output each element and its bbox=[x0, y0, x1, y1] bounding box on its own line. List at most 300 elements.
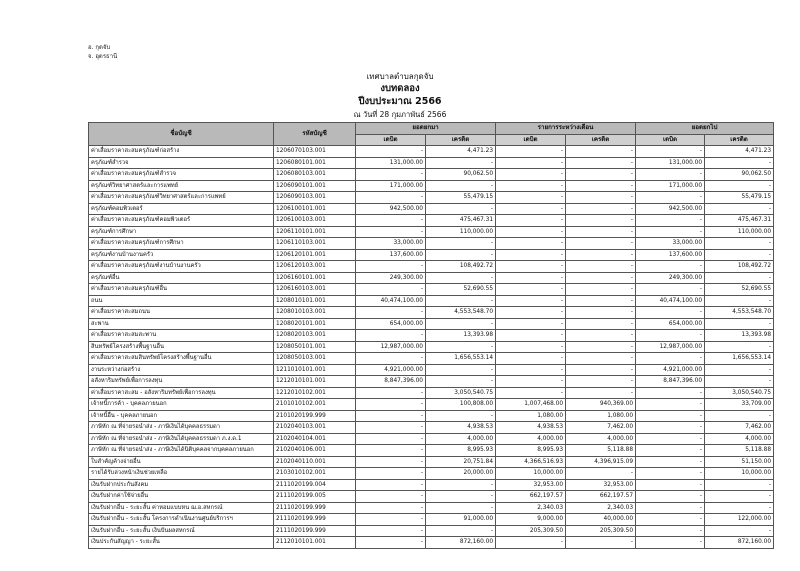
opening-credit-cell: 20,751.84 bbox=[426, 456, 496, 468]
period-credit-cell: 205,309.50 bbox=[566, 525, 636, 537]
table-row bbox=[89, 192, 774, 204]
opening-debit-cell: 12,987,000.00 bbox=[356, 341, 426, 353]
opening-credit-cell: - bbox=[426, 203, 496, 215]
account-name-cell: ค่าเสื่อมราคาสะสมครุภัณฑ์งานบ้านงานครัว bbox=[89, 261, 274, 273]
period-debit-cell: 662,197.57 bbox=[496, 491, 566, 503]
closing-debit-cell: - bbox=[636, 537, 705, 549]
closing-debit-cell: - bbox=[636, 433, 705, 445]
opening-credit-cell: - bbox=[426, 238, 496, 250]
header-period-debit: เดบิต bbox=[496, 134, 566, 146]
closing-debit-cell: - bbox=[636, 307, 705, 319]
account-name-cell: ครุภัณฑ์วิทยาศาสตร์และการแพทย์ bbox=[89, 180, 274, 192]
closing-credit-cell: 122,000.00 bbox=[705, 514, 774, 526]
closing-debit-cell: 8,847,396.00 bbox=[636, 376, 705, 388]
account-code-cell: 2103010102.001 bbox=[274, 468, 356, 480]
table-row bbox=[89, 261, 774, 273]
table-row bbox=[89, 226, 774, 238]
period-credit-cell: - bbox=[566, 307, 636, 319]
header-period-credit: เครดิต bbox=[566, 134, 636, 146]
period-credit-cell: - bbox=[566, 318, 636, 330]
header-account-code: รหัสบัญชี bbox=[274, 123, 356, 146]
period-credit-cell: - bbox=[566, 157, 636, 169]
opening-debit-cell: - bbox=[356, 491, 426, 503]
account-name-cell: สินทรัพย์โครงสร้างพื้นฐานอื่น bbox=[89, 341, 274, 353]
table-row bbox=[89, 295, 774, 307]
period-debit-cell: - bbox=[496, 215, 566, 227]
closing-credit-cell: - bbox=[705, 238, 774, 250]
closing-debit-cell: - bbox=[636, 330, 705, 342]
district-note: อ. กุดจับ bbox=[88, 44, 111, 51]
opening-debit-cell: 654,000.00 bbox=[356, 318, 426, 330]
period-debit-cell: - bbox=[496, 364, 566, 376]
period-credit-cell: - bbox=[566, 468, 636, 480]
closing-credit-cell: - bbox=[705, 249, 774, 261]
table-row bbox=[89, 399, 774, 411]
table-row bbox=[89, 479, 774, 491]
table-row bbox=[89, 445, 774, 457]
table-row bbox=[89, 215, 774, 227]
period-credit-cell: 32,953.00 bbox=[566, 479, 636, 491]
opening-credit-cell: 4,938.53 bbox=[426, 422, 496, 434]
opening-credit-cell: - bbox=[426, 364, 496, 376]
account-name-cell: ค่าเสื่อมราคาสะสมสินทรัพย์โครงสร้างพื้นฐานอื่น bbox=[89, 353, 274, 365]
account-name-cell: เจ้าหนี้การค้า - บุคคลภายนอก bbox=[89, 399, 274, 411]
period-credit-cell: 940,369.00 bbox=[566, 399, 636, 411]
account-name-cell: สะพาน bbox=[89, 318, 274, 330]
period-credit-cell: 4,000.00 bbox=[566, 433, 636, 445]
period-credit-cell: - bbox=[566, 226, 636, 238]
period-debit-cell: 4,938.53 bbox=[496, 422, 566, 434]
closing-credit-cell: 51,150.00 bbox=[705, 456, 774, 468]
account-name-cell: งานระหว่างก่อสร้าง bbox=[89, 364, 274, 376]
period-credit-cell: - bbox=[566, 330, 636, 342]
opening-debit-cell: - bbox=[356, 502, 426, 514]
opening-credit-cell: 8,995.93 bbox=[426, 445, 496, 457]
account-code-cell: 2111020199.999 bbox=[274, 525, 356, 537]
period-debit-cell: - bbox=[496, 249, 566, 261]
period-credit-cell: - bbox=[566, 341, 636, 353]
table-row bbox=[89, 146, 774, 158]
opening-credit-cell: - bbox=[426, 502, 496, 514]
opening-credit-cell: - bbox=[426, 295, 496, 307]
table-row bbox=[89, 307, 774, 319]
header-account-name: ชื่อบัญชี bbox=[89, 123, 274, 146]
period-debit-cell: - bbox=[496, 330, 566, 342]
period-debit-cell: - bbox=[496, 261, 566, 273]
closing-credit-cell: - bbox=[705, 272, 774, 284]
opening-debit-cell: 249,300.00 bbox=[356, 272, 426, 284]
opening-credit-cell: 90,062.50 bbox=[426, 169, 496, 181]
header-closing-balance: ยอดยกไป bbox=[636, 123, 774, 135]
closing-credit-cell: 55,479.15 bbox=[705, 192, 774, 204]
period-debit-cell: - bbox=[496, 203, 566, 215]
table-row bbox=[89, 284, 774, 296]
account-code-cell: 1206160101.001 bbox=[274, 272, 356, 284]
account-code-cell: 1206100103.001 bbox=[274, 215, 356, 227]
table-row bbox=[89, 433, 774, 445]
table-row bbox=[89, 238, 774, 250]
period-debit-cell: 9,000.00 bbox=[496, 514, 566, 526]
closing-credit-cell: 4,000.00 bbox=[705, 433, 774, 445]
closing-credit-cell: 108,492.72 bbox=[705, 261, 774, 273]
period-debit-cell: - bbox=[496, 307, 566, 319]
account-code-cell: 1208050103.001 bbox=[274, 353, 356, 365]
period-credit-cell: 40,000.00 bbox=[566, 514, 636, 526]
opening-debit-cell: - bbox=[356, 456, 426, 468]
period-debit-cell: 4,000.00 bbox=[496, 433, 566, 445]
opening-debit-cell: - bbox=[356, 479, 426, 491]
closing-debit-cell: 40,474,100.00 bbox=[636, 295, 705, 307]
table-row bbox=[89, 514, 774, 526]
opening-credit-cell: - bbox=[426, 318, 496, 330]
opening-debit-cell: - bbox=[356, 514, 426, 526]
period-credit-cell: - bbox=[566, 387, 636, 399]
closing-debit-cell: - bbox=[636, 226, 705, 238]
closing-debit-cell: 249,300.00 bbox=[636, 272, 705, 284]
period-debit-cell: - bbox=[496, 157, 566, 169]
opening-credit-cell: 4,471.23 bbox=[426, 146, 496, 158]
closing-debit-cell: - bbox=[636, 261, 705, 273]
opening-credit-cell: - bbox=[426, 157, 496, 169]
opening-debit-cell: - bbox=[356, 468, 426, 480]
table-row bbox=[89, 422, 774, 434]
period-credit-cell: - bbox=[566, 238, 636, 250]
account-code-cell: 1206080101.001 bbox=[274, 157, 356, 169]
account-name-cell: รายได้รับล่วงหน้าเงินช่วยเหลือ bbox=[89, 468, 274, 480]
closing-credit-cell: 52,690.55 bbox=[705, 284, 774, 296]
opening-debit-cell: - bbox=[356, 169, 426, 181]
closing-debit-cell: - bbox=[636, 445, 705, 457]
table-row bbox=[89, 318, 774, 330]
opening-debit-cell: - bbox=[356, 422, 426, 434]
account-name-cell: ค่าเสื่อมราคาสะสมครุภัณฑ์วิทยาศาสตร์และการแพทย์ bbox=[89, 192, 274, 204]
closing-credit-cell: 33,709.00 bbox=[705, 399, 774, 411]
closing-credit-cell: - bbox=[705, 376, 774, 388]
closing-debit-cell: - bbox=[636, 399, 705, 411]
account-name-cell: ครุภัณฑ์อื่น bbox=[89, 272, 274, 284]
account-code-cell: 1208020103.001 bbox=[274, 330, 356, 342]
period-debit-cell: 32,953.00 bbox=[496, 479, 566, 491]
closing-debit-cell: - bbox=[636, 169, 705, 181]
period-credit-cell: - bbox=[566, 169, 636, 181]
period-credit-cell: - bbox=[566, 295, 636, 307]
period-debit-cell: 1,007,468.00 bbox=[496, 399, 566, 411]
organization-name: เทศบาลตำบลกุดจับ bbox=[366, 72, 434, 81]
period-debit-cell: - bbox=[496, 318, 566, 330]
opening-credit-cell: - bbox=[426, 410, 496, 422]
closing-debit-cell: - bbox=[636, 468, 705, 480]
account-name-cell: ค่าเสื่อมราคาสะสมถนน bbox=[89, 307, 274, 319]
period-debit-cell: - bbox=[496, 146, 566, 158]
period-debit-cell: 205,309.50 bbox=[496, 525, 566, 537]
header-closing-credit: เครดิต bbox=[705, 134, 774, 146]
closing-credit-cell: - bbox=[705, 157, 774, 169]
opening-credit-cell: - bbox=[426, 525, 496, 537]
period-credit-cell: - bbox=[566, 353, 636, 365]
opening-credit-cell: 3,050,540.75 bbox=[426, 387, 496, 399]
period-credit-cell: - bbox=[566, 537, 636, 549]
table-row bbox=[89, 272, 774, 284]
opening-credit-cell: 13,393.98 bbox=[426, 330, 496, 342]
account-code-cell: 1206110101.001 bbox=[274, 226, 356, 238]
opening-debit-cell: - bbox=[356, 433, 426, 445]
period-credit-cell: - bbox=[566, 376, 636, 388]
period-credit-cell: - bbox=[566, 364, 636, 376]
closing-credit-cell: - bbox=[705, 525, 774, 537]
period-debit-cell: - bbox=[496, 353, 566, 365]
account-code-cell: 2111020199.999 bbox=[274, 502, 356, 514]
closing-credit-cell: 10,000.00 bbox=[705, 468, 774, 480]
account-name-cell: ค่าเสื่อมราคาสะสมครุภัณฑ์ก่อสร้าง bbox=[89, 146, 274, 158]
account-name-cell: ภาษีหัก ณ ที่จ่ายรอนำส่ง - ภาษีเงินได้บุคคลธรรมดา ภ.ง.ด.1 bbox=[89, 433, 274, 445]
period-debit-cell: - bbox=[496, 238, 566, 250]
period-credit-cell: - bbox=[566, 146, 636, 158]
closing-debit-cell: 4,921,000.00 bbox=[636, 364, 705, 376]
opening-credit-cell: 872,160.00 bbox=[426, 537, 496, 549]
closing-debit-cell: 137,600.00 bbox=[636, 249, 705, 261]
table-row bbox=[89, 376, 774, 388]
period-debit-cell: 4,366,516.93 bbox=[496, 456, 566, 468]
account-code-cell: 1206090103.001 bbox=[274, 192, 356, 204]
account-code-cell: 1211010101.001 bbox=[274, 364, 356, 376]
opening-debit-cell: - bbox=[356, 307, 426, 319]
closing-debit-cell: - bbox=[636, 456, 705, 468]
opening-debit-cell: - bbox=[356, 387, 426, 399]
closing-credit-cell: 5,118.88 bbox=[705, 445, 774, 457]
closing-credit-cell: - bbox=[705, 502, 774, 514]
opening-debit-cell: 8,847,396.00 bbox=[356, 376, 426, 388]
opening-credit-cell: - bbox=[426, 180, 496, 192]
opening-debit-cell: - bbox=[356, 353, 426, 365]
opening-credit-cell: - bbox=[426, 341, 496, 353]
closing-debit-cell: - bbox=[636, 192, 705, 204]
trial-balance-table bbox=[88, 122, 774, 549]
period-debit-cell: - bbox=[496, 341, 566, 353]
opening-credit-cell: - bbox=[426, 272, 496, 284]
account-code-cell: 1206120101.001 bbox=[274, 249, 356, 261]
account-name-cell: ใบสำคัญค้างจ่ายอื่น bbox=[89, 456, 274, 468]
opening-credit-cell: 55,479.15 bbox=[426, 192, 496, 204]
period-debit-cell: - bbox=[496, 192, 566, 204]
table-row bbox=[89, 468, 774, 480]
closing-credit-cell: 475,467.31 bbox=[705, 215, 774, 227]
period-credit-cell: - bbox=[566, 272, 636, 284]
closing-debit-cell: - bbox=[636, 422, 705, 434]
account-code-cell: 2101020199.999 bbox=[274, 410, 356, 422]
account-code-cell: 1206120103.001 bbox=[274, 261, 356, 273]
opening-debit-cell: 942,500.00 bbox=[356, 203, 426, 215]
closing-debit-cell: - bbox=[636, 146, 705, 158]
opening-credit-cell: - bbox=[426, 249, 496, 261]
closing-credit-cell: 3,050,540.75 bbox=[705, 387, 774, 399]
header-opening-balance: ยอดยกมา bbox=[356, 123, 496, 135]
period-debit-cell: 1,080.00 bbox=[496, 410, 566, 422]
header-closing-debit: เดบิต bbox=[636, 134, 705, 146]
period-credit-cell: - bbox=[566, 249, 636, 261]
closing-credit-cell: 7,462.00 bbox=[705, 422, 774, 434]
account-name-cell: ค่าเสื่อมราคาสะสมสะพาน bbox=[89, 330, 274, 342]
closing-debit-cell: - bbox=[636, 479, 705, 491]
opening-debit-cell: 171,000.00 bbox=[356, 180, 426, 192]
account-name-cell: เงินรับฝากประกันสังคม bbox=[89, 479, 274, 491]
closing-credit-cell: - bbox=[705, 364, 774, 376]
closing-credit-cell: - bbox=[705, 410, 774, 422]
period-credit-cell: - bbox=[566, 180, 636, 192]
opening-credit-cell: 1,656,553.14 bbox=[426, 353, 496, 365]
header-opening-debit: เดบิต bbox=[356, 134, 426, 146]
period-debit-cell: - bbox=[496, 387, 566, 399]
opening-debit-cell: - bbox=[356, 261, 426, 273]
account-name-cell: ครุภัณฑ์การศึกษา bbox=[89, 226, 274, 238]
opening-debit-cell: - bbox=[356, 537, 426, 549]
table-row bbox=[89, 330, 774, 342]
account-code-cell: 2111020199.005 bbox=[274, 491, 356, 503]
closing-debit-cell: - bbox=[636, 284, 705, 296]
as-of-date: ณ วันที่ 28 กุมภาพันธ์ 2566 bbox=[353, 110, 447, 119]
account-code-cell: 2102040104.001 bbox=[274, 433, 356, 445]
closing-debit-cell: - bbox=[636, 491, 705, 503]
account-code-cell: 1206160103.001 bbox=[274, 284, 356, 296]
table-row bbox=[89, 169, 774, 181]
table-row bbox=[89, 502, 774, 514]
account-name-cell: ค่าเสื่อมราคาสะสมครุภัณฑ์คอมพิวเตอร์ bbox=[89, 215, 274, 227]
period-debit-cell: - bbox=[496, 226, 566, 238]
account-name-cell: เงินรับฝากอื่น - ระยะสั้น ค่าหอมแบบหน ฌ.อ.สหกรณ์ bbox=[89, 502, 274, 514]
table-row bbox=[89, 249, 774, 261]
closing-debit-cell: - bbox=[636, 525, 705, 537]
opening-debit-cell: - bbox=[356, 525, 426, 537]
opening-credit-cell: 91,000.00 bbox=[426, 514, 496, 526]
closing-debit-cell: - bbox=[636, 387, 705, 399]
closing-debit-cell: - bbox=[636, 353, 705, 365]
period-debit-cell: - bbox=[496, 376, 566, 388]
period-credit-cell: 2,340.03 bbox=[566, 502, 636, 514]
closing-debit-cell: - bbox=[636, 514, 705, 526]
opening-debit-cell: - bbox=[356, 146, 426, 158]
closing-debit-cell: 131,000.00 bbox=[636, 157, 705, 169]
table-row bbox=[89, 525, 774, 537]
opening-debit-cell: 131,000.00 bbox=[356, 157, 426, 169]
opening-credit-cell: 4,000.00 bbox=[426, 433, 496, 445]
opening-credit-cell: 475,467.31 bbox=[426, 215, 496, 227]
ledger-body bbox=[89, 146, 774, 549]
opening-debit-cell: - bbox=[356, 284, 426, 296]
closing-credit-cell: 90,062.50 bbox=[705, 169, 774, 181]
opening-credit-cell: 4,553,548.70 bbox=[426, 307, 496, 319]
opening-debit-cell: - bbox=[356, 330, 426, 342]
opening-debit-cell: - bbox=[356, 445, 426, 457]
table-row bbox=[89, 491, 774, 503]
period-debit-cell: 8,995.93 bbox=[496, 445, 566, 457]
period-credit-cell: 5,118.88 bbox=[566, 445, 636, 457]
period-debit-cell: - bbox=[496, 272, 566, 284]
period-debit-cell: - bbox=[496, 537, 566, 549]
table-row bbox=[89, 456, 774, 468]
account-name-cell: ภาษีหัก ณ ที่จ่ายรอนำส่ง - ภาษีเงินได้บุคคลธรรมดา bbox=[89, 422, 274, 434]
account-code-cell: 1208020101.001 bbox=[274, 318, 356, 330]
opening-debit-cell: - bbox=[356, 192, 426, 204]
account-code-cell: 1208010103.001 bbox=[274, 307, 356, 319]
account-code-cell: 1206110103.001 bbox=[274, 238, 356, 250]
closing-credit-cell: 872,160.00 bbox=[705, 537, 774, 549]
period-debit-cell: 10,000.00 bbox=[496, 468, 566, 480]
account-code-cell: 1206090101.001 bbox=[274, 180, 356, 192]
closing-credit-cell: - bbox=[705, 491, 774, 503]
header-period-transactions: รายการระหว่างเดือน bbox=[496, 123, 636, 135]
period-credit-cell: - bbox=[566, 203, 636, 215]
account-name-cell: เงินรับฝากอื่น - ระยะสั้น โครงการดำเนินงานศูนย์บริการฯ bbox=[89, 514, 274, 526]
table-row bbox=[89, 537, 774, 549]
account-code-cell: 1206070103.001 bbox=[274, 146, 356, 158]
period-debit-cell: - bbox=[496, 284, 566, 296]
account-code-cell: 2102040106.001 bbox=[274, 445, 356, 457]
closing-credit-cell: - bbox=[705, 203, 774, 215]
account-name-cell: ค่าเสื่อมราคาสะสม - อสังหาริมทรัพย์เพื่อการลงทุน bbox=[89, 387, 274, 399]
province-note: จ. อุดรธานี bbox=[88, 53, 118, 60]
account-code-cell: 2101010102.001 bbox=[274, 399, 356, 411]
account-name-cell: เงินรับฝากค่าใช้จ่ายอื่น bbox=[89, 491, 274, 503]
table-row bbox=[89, 157, 774, 169]
closing-debit-cell: 654,000.00 bbox=[636, 318, 705, 330]
account-name-cell: อสังหาริมทรัพย์เพื่อการลงทุน bbox=[89, 376, 274, 388]
closing-credit-cell: - bbox=[705, 318, 774, 330]
header-opening-credit: เครดิต bbox=[426, 134, 496, 146]
closing-debit-cell: 171,000.00 bbox=[636, 180, 705, 192]
report-title: งบทดลอง bbox=[380, 83, 420, 94]
account-name-cell: เจ้าหนี้อื่น - บุคคลภายนอก bbox=[89, 410, 274, 422]
opening-debit-cell: - bbox=[356, 215, 426, 227]
table-row bbox=[89, 353, 774, 365]
table-row bbox=[89, 410, 774, 422]
opening-credit-cell: - bbox=[426, 491, 496, 503]
period-credit-cell: 662,197.57 bbox=[566, 491, 636, 503]
account-code-cell: 1206080103.001 bbox=[274, 169, 356, 181]
account-name-cell: ภาษีหัก ณ ที่จ่ายรอนำส่ง - ภาษีเงินได้นิติบุคคลจากบุคคลภายนอก bbox=[89, 445, 274, 457]
table-row bbox=[89, 364, 774, 376]
closing-credit-cell: - bbox=[705, 341, 774, 353]
account-code-cell: 2112010101.001 bbox=[274, 537, 356, 549]
account-name-cell: ครุภัณฑ์สำรวจ bbox=[89, 157, 274, 169]
closing-credit-cell: 4,471.23 bbox=[705, 146, 774, 158]
account-name-cell: ครุภัณฑ์คอมพิวเตอร์ bbox=[89, 203, 274, 215]
period-credit-cell: - bbox=[566, 192, 636, 204]
closing-debit-cell: - bbox=[636, 502, 705, 514]
closing-credit-cell: 13,393.98 bbox=[705, 330, 774, 342]
account-name-cell: ค่าเสื่อมราคาสะสมครุภัณฑ์สำรวจ bbox=[89, 169, 274, 181]
period-credit-cell: 7,462.00 bbox=[566, 422, 636, 434]
opening-credit-cell: 52,690.55 bbox=[426, 284, 496, 296]
account-name-cell: ค่าเสื่อมราคาสะสมครุภัณฑ์การศึกษา bbox=[89, 238, 274, 250]
account-code-cell: 1212010102.001 bbox=[274, 387, 356, 399]
opening-debit-cell: - bbox=[356, 226, 426, 238]
closing-credit-cell: 4,553,548.70 bbox=[705, 307, 774, 319]
table-row bbox=[89, 203, 774, 215]
account-code-cell: 1208010101.001 bbox=[274, 295, 356, 307]
period-credit-cell: 4,396,915.09 bbox=[566, 456, 636, 468]
opening-credit-cell: 20,000.00 bbox=[426, 468, 496, 480]
period-debit-cell: - bbox=[496, 180, 566, 192]
opening-credit-cell: - bbox=[426, 376, 496, 388]
closing-debit-cell: - bbox=[636, 215, 705, 227]
account-code-cell: 2111020199.999 bbox=[274, 514, 356, 526]
account-code-cell: 1212010101.001 bbox=[274, 376, 356, 388]
account-code-cell: 1206100101.001 bbox=[274, 203, 356, 215]
period-credit-cell: - bbox=[566, 261, 636, 273]
account-code-cell: 2102040103.001 bbox=[274, 422, 356, 434]
account-code-cell: 2102040110.001 bbox=[274, 456, 356, 468]
account-code-cell: 2111020199.004 bbox=[274, 479, 356, 491]
account-code-cell: 1208050101.001 bbox=[274, 341, 356, 353]
